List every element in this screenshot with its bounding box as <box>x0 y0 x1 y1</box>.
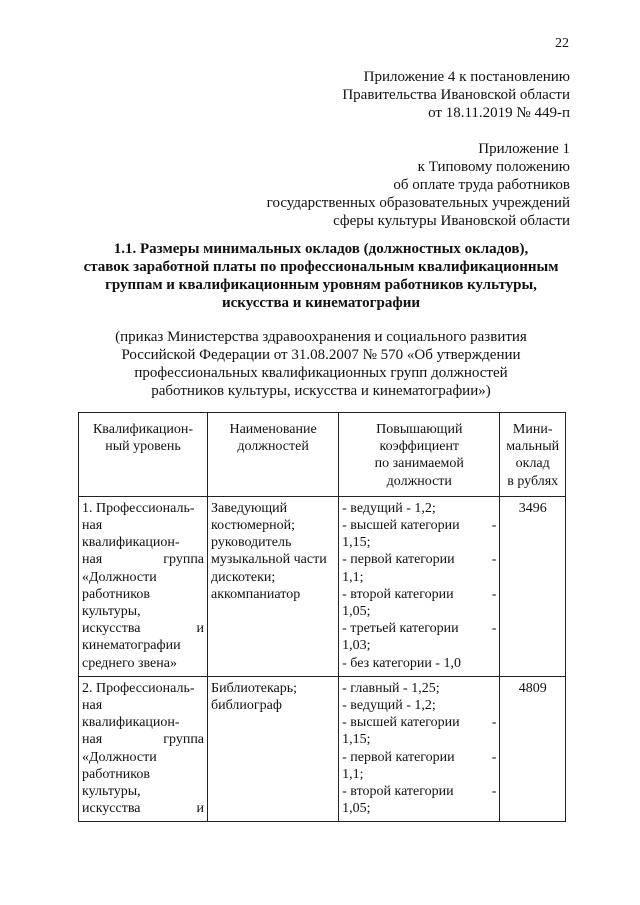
coefficient-line <box>342 714 496 731</box>
coefficient-line-part: - <box>491 621 497 637</box>
coefficient-line <box>342 620 496 637</box>
table-header-line: ный уровень <box>105 439 181 455</box>
coefficient-line: - главный - 1,25; <box>342 680 440 696</box>
table-header-row <box>79 413 566 497</box>
coefficient-line: 1,15; <box>342 732 371 748</box>
section-title-line: группам и квалификационным уровням работников культуры, <box>105 277 537 293</box>
table-header-line: Квалификацион- <box>92 422 194 437</box>
coefficient-line: 1,1; <box>342 569 364 585</box>
appendix-1-heading <box>267 140 570 230</box>
table-header-line: оклад <box>515 456 550 472</box>
appendix-1-line: сферы культуры Ивановской области <box>333 213 570 229</box>
coefficient-line: - ведущий - 1,2; <box>342 698 436 714</box>
order-reference-line: профессиональных квалификационных групп должностей <box>134 365 508 381</box>
qualification-level-cell <box>79 676 208 822</box>
appendix-4-line: Приложение 4 к постановлению <box>363 69 570 85</box>
qualification-level-line: 2. Профессиональ- <box>82 680 195 696</box>
position-line: Заведующий <box>211 500 288 516</box>
qualification-level-line-part: и <box>196 621 205 637</box>
min-salary-cell: 4809 <box>500 676 566 822</box>
qualification-level-line: квалификацион- <box>82 535 180 551</box>
table-header-line: должностей <box>237 439 309 455</box>
qualification-level-line: ная <box>82 518 103 534</box>
coefficient-line: - ведущий - 1,2; <box>342 500 436 516</box>
table-header-line: мальный <box>506 439 560 455</box>
coefficient-cell <box>339 676 500 822</box>
coefficient-line <box>342 749 496 766</box>
section-title-line: 1.1. Размеры минимальных окладов (должностных окладов), <box>113 241 529 257</box>
position-line: руководитель <box>211 535 292 551</box>
qualification-level-line: кинематографии <box>82 638 181 654</box>
qualification-level-line-part: ная <box>82 732 103 748</box>
qualification-level-line: работников <box>82 586 150 602</box>
table-header-line: по занимаемой <box>374 456 464 472</box>
position-line: музыкальной части <box>211 552 327 568</box>
qualification-level-line-part: группа <box>163 552 205 568</box>
appendix-1-line: Приложение 1 <box>478 141 570 157</box>
position-line: Библиотекарь; <box>211 680 298 696</box>
appendix-1-line: к Типовому положению <box>417 159 570 175</box>
table-header-line: должности <box>386 473 452 489</box>
qualification-level-line-part: группа <box>163 732 205 748</box>
coefficient-line: 1,05; <box>342 801 371 817</box>
coefficient-line-part: - первой категории <box>342 552 455 568</box>
qualification-level-cell <box>79 496 208 676</box>
qualification-level-line <box>82 551 204 568</box>
coefficient-line-part: - второй категории <box>342 784 454 800</box>
qualification-level-line: работников <box>82 766 150 782</box>
table-header-line: Мини- <box>512 422 553 437</box>
table-header-line: Наименование <box>229 422 317 437</box>
coefficient-cell <box>339 496 500 676</box>
qualification-level-line: 1. Профессиональ- <box>82 500 195 516</box>
positions-cell <box>208 676 339 822</box>
coefficient-line: 1,1; <box>342 766 364 782</box>
qualification-level-line: среднего звена» <box>82 655 177 671</box>
coefficient-line-part: - третьей категории <box>342 621 459 637</box>
table-header-cell <box>339 413 500 497</box>
coefficient-line-part: - первой категории <box>342 749 455 765</box>
order-reference-line: работников культуры, искусства и кинематографии») <box>151 383 491 399</box>
min-salary-cell: 3496 <box>500 496 566 676</box>
position-line: аккомпаниатор <box>211 586 301 602</box>
coefficient-line: 1,05; <box>342 604 371 620</box>
qualification-level-line-part: и <box>196 801 205 817</box>
qualification-level-line <box>82 620 204 637</box>
salary-table <box>78 412 566 822</box>
qualification-level-line: «Должности <box>82 749 157 765</box>
appendix-1-line: об оплате труда работников <box>393 177 570 193</box>
table-header-line: коэффициент <box>379 439 460 455</box>
order-reference <box>70 328 572 400</box>
coefficient-line <box>342 517 496 534</box>
coefficient-line-part: - высшей категории <box>342 518 460 534</box>
qualification-level-line: «Должности <box>82 569 157 585</box>
coefficient-line <box>342 551 496 568</box>
qualification-level-line <box>82 731 204 748</box>
order-reference-line: (приказ Министерства здравоохранения и социального развития <box>115 329 527 345</box>
qualification-level-line-part: ная <box>82 552 103 568</box>
table-header-line: в рублях <box>507 473 559 489</box>
coefficient-line: - без категории - 1,0 <box>342 655 461 671</box>
coefficient-line: 1,03; <box>342 638 371 654</box>
page-number: 22 <box>555 36 569 51</box>
coefficient-line-part: - второй категории <box>342 586 454 602</box>
positions-cell <box>208 496 339 676</box>
coefficient-line-part: - <box>491 715 497 731</box>
coefficient-line <box>342 586 496 603</box>
coefficient-line-part: - высшей категории <box>342 715 460 731</box>
coefficient-line-part: - <box>491 586 497 602</box>
position-line: дискотеки; <box>211 569 276 585</box>
qualification-level-line: культуры, <box>82 604 141 620</box>
coefficient-line <box>342 783 496 800</box>
coefficient-line-part: - <box>491 784 497 800</box>
table-row <box>79 496 566 676</box>
qualification-level-line: квалификацион- <box>82 715 180 731</box>
section-title-line: искусства и кинематографии <box>222 295 420 311</box>
appendix-4-heading <box>342 68 570 122</box>
table-header-line: Повышающий <box>376 422 463 437</box>
appendix-4-line: Правительства Ивановской области <box>342 87 570 103</box>
position-line: костюмерной; <box>211 518 296 534</box>
coefficient-line-part: - <box>491 518 497 534</box>
table-header-cell <box>79 413 208 497</box>
coefficient-line: 1,15; <box>342 535 371 551</box>
qualification-level-line-part: искусства <box>82 801 141 817</box>
salary-table-body <box>79 413 566 822</box>
qualification-level-line: культуры, <box>82 784 141 800</box>
order-reference-line: Российской Федерации от 31.08.2007 № 570 «Об утверждении <box>121 347 521 363</box>
coefficient-line-part: - <box>491 749 497 765</box>
table-header-cell <box>208 413 339 497</box>
table-row <box>79 676 566 822</box>
table-header-cell <box>500 413 566 497</box>
appendix-1-line: государственных образовательных учреждений <box>266 195 570 211</box>
coefficient-line-part: - <box>491 552 497 568</box>
section-title <box>70 240 572 312</box>
qualification-level-line: ная <box>82 698 103 714</box>
appendix-4-line: от 18.11.2019 № 449-п <box>428 105 570 121</box>
position-line: библиограф <box>211 698 282 714</box>
qualification-level-line-part: искусства <box>82 621 141 637</box>
section-title-line: ставок заработной платы по профессиональным квалификационным <box>83 259 559 275</box>
qualification-level-line <box>82 800 204 817</box>
